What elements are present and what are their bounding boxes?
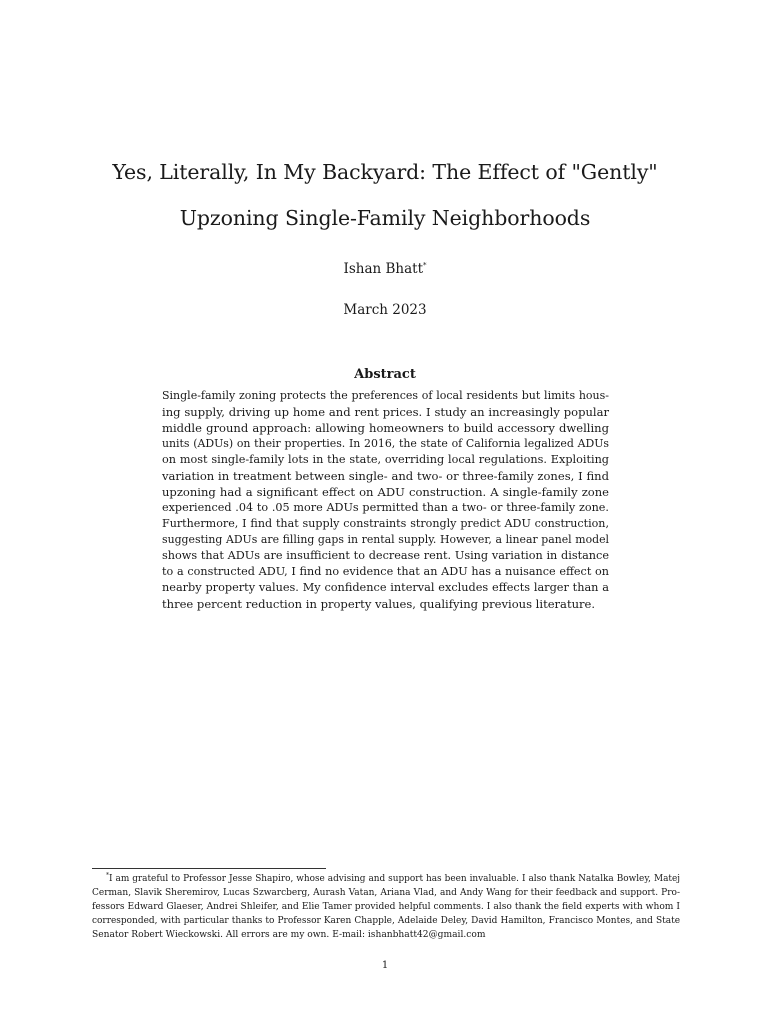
footnote	[92, 872, 680, 942]
footnote-line-text: I am grateful to Professor Jesse Shapiro, whose advising and support has been invaluable. I also thank Natalka Bowley, Matej	[109, 874, 680, 884]
footnote-line: corresponded, with particular thanks to Professor Karen Chapple, Adelaide Deley, David Hamilton, Francisco Montes, and State	[92, 916, 680, 926]
abstract-heading: Abstract	[354, 367, 416, 382]
footnote-divider	[92, 868, 326, 869]
footnote-mark: *	[106, 872, 109, 880]
abstract-body	[162, 388, 609, 612]
abstract-line: units (ADUs) on their properties. In 2016, the state of California legalized ADUs	[162, 437, 609, 450]
abstract-line: experienced .04 to .05 more ADUs permitted than a two- or three-family zone.	[162, 501, 609, 514]
paper-title-line-2: Upzoning Single-Family Neighborhoods	[179, 206, 591, 230]
author-name-text: Ishan Bhatt	[343, 261, 423, 277]
abstract-line: upzoning had a significant effect on ADU construction. A single-family zone	[162, 485, 609, 499]
footnote-line: fessors Edward Glaeser, Andrei Shleifer, and Elie Tamer provided helpful comments. I also thank the field experts with whom I	[92, 902, 680, 912]
abstract-line: nearby property values. My confidence interval excludes effects larger than a	[162, 581, 609, 594]
publication-date: March 2023	[343, 302, 427, 318]
abstract-line: to a constructed ADU, I find no evidence that an ADU has a nuisance effect on	[162, 565, 609, 578]
author-name	[0, 261, 770, 277]
abstract-line: Furthermore, I find that supply constraints strongly predict ADU construction,	[162, 517, 609, 530]
footnote-line	[92, 872, 680, 886]
abstract-line: ing supply, driving up home and rent prices. I study an increasingly popular	[162, 405, 609, 419]
page-number: 1	[381, 960, 389, 971]
abstract-line: on most single-family lots in the state, overriding local regulations. Exploiting	[162, 453, 609, 466]
abstract-line: shows that ADUs are insufficient to decrease rent. Using variation in distance	[162, 549, 609, 562]
abstract-line: variation in treatment between single- and two- or three-family zones, I find	[162, 469, 609, 483]
abstract-line: three percent reduction in property values, qualifying previous literature.	[162, 597, 596, 611]
footnote-line: Cerman, Slavik Sheremirov, Lucas Szwarcberg, Aurash Vatan, Ariana Vlad, and Andy Wang for their feedback and support. Pro-	[92, 888, 680, 898]
abstract-line: middle ground approach: allowing homeowners to build accessory dwelling	[162, 421, 609, 435]
abstract-line: suggesting ADUs are filling gaps in rental supply. However, a linear panel model	[162, 533, 609, 546]
abstract-line: Single-family zoning protects the preferences of local residents but limits hous-	[162, 389, 609, 402]
author-footnote-mark: *	[423, 261, 427, 270]
paper-title-line-1: Yes, Literally, In My Backyard: The Effect of "Gently"	[112, 160, 658, 184]
footnote-line: Senator Robert Wieckowski. All errors are my own. E-mail: ishanbhatt42@gmail.com	[92, 930, 486, 940]
